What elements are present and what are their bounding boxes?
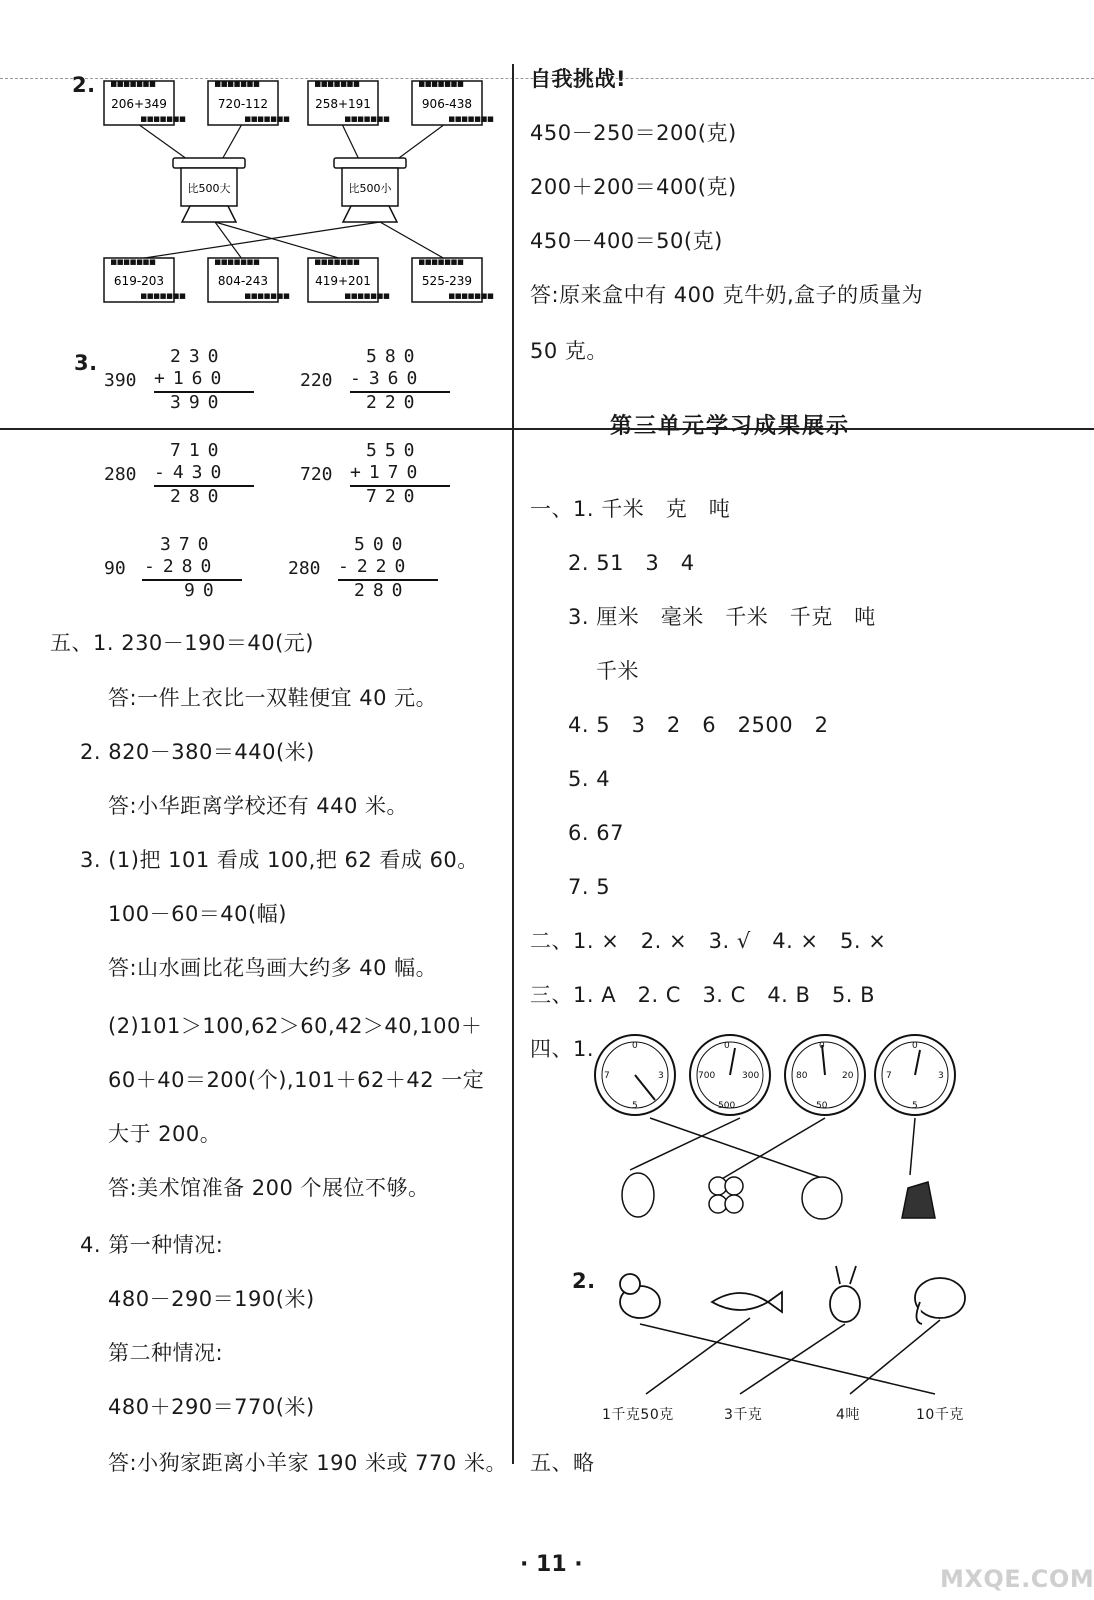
watermark: MXQE.COM <box>940 1565 1094 1593</box>
challenge-line-2: 450－400＝50(克) <box>530 229 723 253</box>
challenge-line-0: 450－250＝200(克) <box>530 121 737 145</box>
svg-text:▪▪▪▪▪▪▪: ▪▪▪▪▪▪▪ <box>418 77 464 90</box>
svg-text:▪▪▪▪▪▪▪: ▪▪▪▪▪▪▪ <box>314 255 360 268</box>
svg-text:80: 80 <box>796 1071 808 1081</box>
answer-0: 一、1. 千米 克 吨 <box>530 497 731 521</box>
answer-11: 2. <box>572 1269 596 1293</box>
q5-line-3: 答:小华距离学校还有 440 米。 <box>108 794 409 818</box>
calc-2-mid: -430 <box>154 462 230 483</box>
svg-text:0: 0 <box>724 1041 730 1051</box>
answer-9: 三、1. A 2. C 3. C 4. B 5. B <box>530 983 876 1007</box>
svg-text:▪▪▪▪▪▪▪: ▪▪▪▪▪▪▪ <box>214 255 260 268</box>
svg-text:50: 50 <box>816 1101 828 1111</box>
svg-text:▪▪▪▪▪▪▪: ▪▪▪▪▪▪▪ <box>110 77 156 90</box>
calc-4 <box>104 534 264 614</box>
q3-label: 3. <box>74 351 98 375</box>
answer-5: 5. 4 <box>568 767 611 791</box>
q5-line-15: 答:小狗家距离小羊家 190 米或 770 米。 <box>108 1451 507 1475</box>
top-card-1: 720-112 <box>217 97 269 111</box>
svg-text:3: 3 <box>658 1071 664 1081</box>
answer-6: 6. 67 <box>568 821 624 845</box>
svg-text:▪▪▪▪▪▪▪: ▪▪▪▪▪▪▪ <box>244 289 290 302</box>
calc-4-mid: -280 <box>144 556 220 577</box>
bottom-card-0: 619-203 <box>113 274 165 288</box>
bin-greater: 比500大 <box>187 182 231 195</box>
challenge-line-3: 答:原来盒中有 400 克牛奶,盒子的质量为 <box>530 283 924 307</box>
svg-text:7: 7 <box>886 1071 892 1081</box>
challenge-line-1: 200＋200＝400(克) <box>530 175 737 199</box>
calc-2-top: 710 <box>170 440 227 461</box>
top-card-0: 206+349 <box>111 97 167 111</box>
svg-text:▪▪▪▪▪▪▪: ▪▪▪▪▪▪▪ <box>448 289 494 302</box>
calc-3-check: 720 <box>300 464 333 485</box>
q5-line-4: 3. (1)把 101 看成 100,把 62 看成 60。 <box>80 848 479 872</box>
section-divider <box>0 428 1094 430</box>
calc-0 <box>104 346 264 426</box>
svg-text:▪▪▪▪▪▪▪: ▪▪▪▪▪▪▪ <box>140 289 186 302</box>
calc-4-res: 90 <box>184 580 222 601</box>
q5-line-9: 大于 200。 <box>108 1122 222 1146</box>
challenge-line-4: 50 克。 <box>530 339 608 363</box>
q5-line-14: 480＋290＝770(米) <box>108 1395 315 1419</box>
calc-2-res: 280 <box>170 486 227 507</box>
weight-2: 4吨 <box>836 1407 860 1423</box>
calc-3 <box>300 440 460 520</box>
svg-text:▪▪▪▪▪▪▪: ▪▪▪▪▪▪▪ <box>110 255 156 268</box>
svg-text:7: 7 <box>604 1071 610 1081</box>
answer-2: 3. 厘米 毫米 千米 千克 吨 <box>568 605 876 629</box>
svg-text:0: 0 <box>912 1041 918 1051</box>
calc-4-top: 370 <box>160 534 217 555</box>
calc-5 <box>288 534 448 614</box>
bottom-card-1: 804-243 <box>217 274 269 288</box>
q5-line-11: 4. 第一种情况: <box>80 1233 224 1257</box>
top-cards <box>104 77 494 125</box>
calc-5-check: 280 <box>288 558 321 579</box>
svg-text:▪▪▪▪▪▪▪: ▪▪▪▪▪▪▪ <box>244 112 290 125</box>
calc-5-res: 280 <box>354 580 411 601</box>
calc-1 <box>300 346 460 426</box>
unit-title: 第三单元学习成果展示 <box>610 414 851 439</box>
svg-text:700: 700 <box>698 1071 716 1081</box>
q5-line-12: 480－290＝190(米) <box>108 1287 315 1311</box>
svg-text:5: 5 <box>632 1101 638 1111</box>
svg-text:▪▪▪▪▪▪▪: ▪▪▪▪▪▪▪ <box>418 255 464 268</box>
calc-1-res: 220 <box>366 392 423 413</box>
page-number: · 11 · <box>520 1552 583 1577</box>
answer-7: 7. 5 <box>568 875 611 899</box>
calc-1-mid: -360 <box>350 368 426 389</box>
svg-text:20: 20 <box>842 1071 854 1081</box>
q5-line-5: 100－60＝40(幅) <box>108 902 287 926</box>
svg-text:▪▪▪▪▪▪▪: ▪▪▪▪▪▪▪ <box>448 112 494 125</box>
calc-1-top: 580 <box>366 346 423 367</box>
svg-text:▪▪▪▪▪▪▪: ▪▪▪▪▪▪▪ <box>214 77 260 90</box>
svg-text:500: 500 <box>718 1101 736 1111</box>
svg-text:300: 300 <box>742 1071 760 1081</box>
svg-text:▪▪▪▪▪▪▪: ▪▪▪▪▪▪▪ <box>314 77 360 90</box>
calc-1-check: 220 <box>300 370 333 391</box>
q2-sorting-diagram <box>0 76 500 306</box>
q5-line-8: 60＋40＝200(个),101＋62＋42 一定 <box>108 1068 485 1092</box>
bottom-card-2: 419+201 <box>315 274 371 288</box>
calc-2-check: 280 <box>104 464 137 485</box>
svg-text:5: 5 <box>912 1101 918 1111</box>
weight-3: 10千克 <box>916 1407 964 1423</box>
answer-10: 四、1. <box>530 1037 595 1061</box>
top-card-3: 906-438 <box>421 97 473 111</box>
calc-0-res: 390 <box>170 392 227 413</box>
q5-line-1: 答:一件上衣比一双鞋便宜 40 元。 <box>108 686 438 710</box>
weight-0: 1千克50克 <box>602 1407 674 1423</box>
answer-8: 二、1. × 2. × 3. √ 4. × 5. × <box>530 929 887 953</box>
bin-less: 比500小 <box>348 182 392 195</box>
calc-0-mid: +160 <box>154 368 230 389</box>
animals-matching-diagram <box>600 1262 980 1412</box>
svg-text:0: 0 <box>632 1041 638 1051</box>
svg-text:3: 3 <box>938 1071 944 1081</box>
calc-4-check: 90 <box>104 558 126 579</box>
calc-3-mid: +170 <box>350 462 426 483</box>
q5-line-2: 2. 820－380＝440(米) <box>80 740 315 764</box>
q5-line-6: 答:山水画比花鸟画大约多 40 幅。 <box>108 956 438 980</box>
q5-line-10: 答:美术馆准备 200 个展位不够。 <box>108 1176 430 1200</box>
column-divider <box>512 64 514 1464</box>
answer-4: 4. 5 3 2 6 2500 2 <box>568 713 829 737</box>
q5-line-0: 五、1. 230－190＝40(元) <box>50 631 314 655</box>
calc-3-top: 550 <box>366 440 423 461</box>
answer-12: 五、略 <box>530 1451 595 1475</box>
scales-matching-diagram <box>590 1030 970 1230</box>
svg-text:▪▪▪▪▪▪▪: ▪▪▪▪▪▪▪ <box>140 112 186 125</box>
calc-0-top: 230 <box>170 346 227 367</box>
q2-label: 2. <box>72 73 96 97</box>
svg-text:▪▪▪▪▪▪▪: ▪▪▪▪▪▪▪ <box>344 289 390 302</box>
challenge-title: 自我挑战! <box>530 67 627 91</box>
calc-0-check: 390 <box>104 370 137 391</box>
calc-5-top: 500 <box>354 534 411 555</box>
calc-2 <box>104 440 264 520</box>
q5-line-7: (2)101＞100,62＞60,42＞40,100＋ <box>108 1014 483 1038</box>
answer-3: 千米 <box>596 659 639 683</box>
calc-3-res: 720 <box>366 486 423 507</box>
bottom-card-3: 525-239 <box>421 274 473 288</box>
svg-text:0: 0 <box>819 1041 825 1051</box>
calc-5-mid: -220 <box>338 556 414 577</box>
top-card-2: 258+191 <box>315 97 371 111</box>
q5-line-13: 第二种情况: <box>108 1341 224 1365</box>
answer-1: 2. 51 3 4 <box>568 551 695 575</box>
svg-text:▪▪▪▪▪▪▪: ▪▪▪▪▪▪▪ <box>344 112 390 125</box>
weight-1: 3千克 <box>724 1407 763 1423</box>
